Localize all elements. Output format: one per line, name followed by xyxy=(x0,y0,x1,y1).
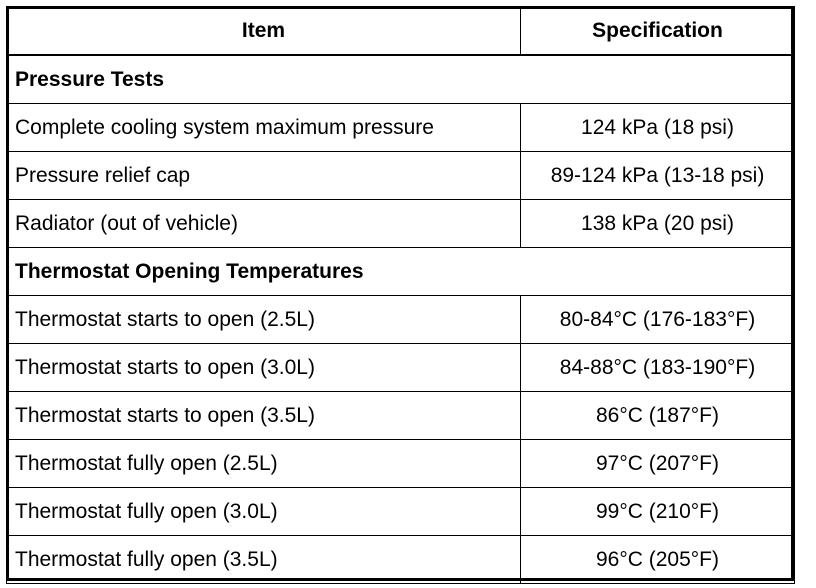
item-cell: Thermostat fully open (3.0L) xyxy=(7,488,521,536)
table-row xyxy=(7,392,795,440)
table-row xyxy=(7,536,795,584)
spec-cell: 97°C (207°F) xyxy=(521,440,795,488)
table-row xyxy=(7,152,795,200)
header-item: Item xyxy=(7,7,521,56)
item-cell: Thermostat starts to open (3.0L) xyxy=(7,344,521,392)
item-cell: Complete cooling system maximum pressure xyxy=(7,104,521,152)
section-row xyxy=(7,55,795,104)
item-cell: Thermostat fully open (2.5L) xyxy=(7,440,521,488)
spec-cell: 124 kPa (18 psi) xyxy=(521,104,795,152)
table-row xyxy=(7,344,795,392)
table-row xyxy=(7,488,795,536)
header-specification: Specification xyxy=(521,7,795,56)
item-cell: Thermostat starts to open (2.5L) xyxy=(7,296,521,344)
item-cell: Thermostat starts to open (3.5L) xyxy=(7,392,521,440)
spec-cell: 99°C (210°F) xyxy=(521,488,795,536)
item-cell: Thermostat fully open (3.5L) xyxy=(7,536,521,584)
spec-cell: 89-124 kPa (13-18 psi) xyxy=(521,152,795,200)
header-row xyxy=(7,7,795,56)
item-cell: Pressure relief cap xyxy=(7,152,521,200)
table-row xyxy=(7,104,795,152)
spec-cell: 80-84°C (176-183°F) xyxy=(521,296,795,344)
section-title-thermostat-opening-temperatures: Thermostat Opening Temperatures xyxy=(7,248,795,296)
spec-cell: 96°C (205°F) xyxy=(521,536,795,584)
section-title-pressure-tests: Pressure Tests xyxy=(7,55,795,104)
spec-cell: 84-88°C (183-190°F) xyxy=(521,344,795,392)
table-row xyxy=(7,200,795,248)
spec-cell: 138 kPa (20 psi) xyxy=(521,200,795,248)
table-row xyxy=(7,296,795,344)
specification-table xyxy=(6,6,795,584)
spec-cell: 86°C (187°F) xyxy=(521,392,795,440)
item-cell: Radiator (out of vehicle) xyxy=(7,200,521,248)
section-row xyxy=(7,248,795,296)
table-row xyxy=(7,440,795,488)
